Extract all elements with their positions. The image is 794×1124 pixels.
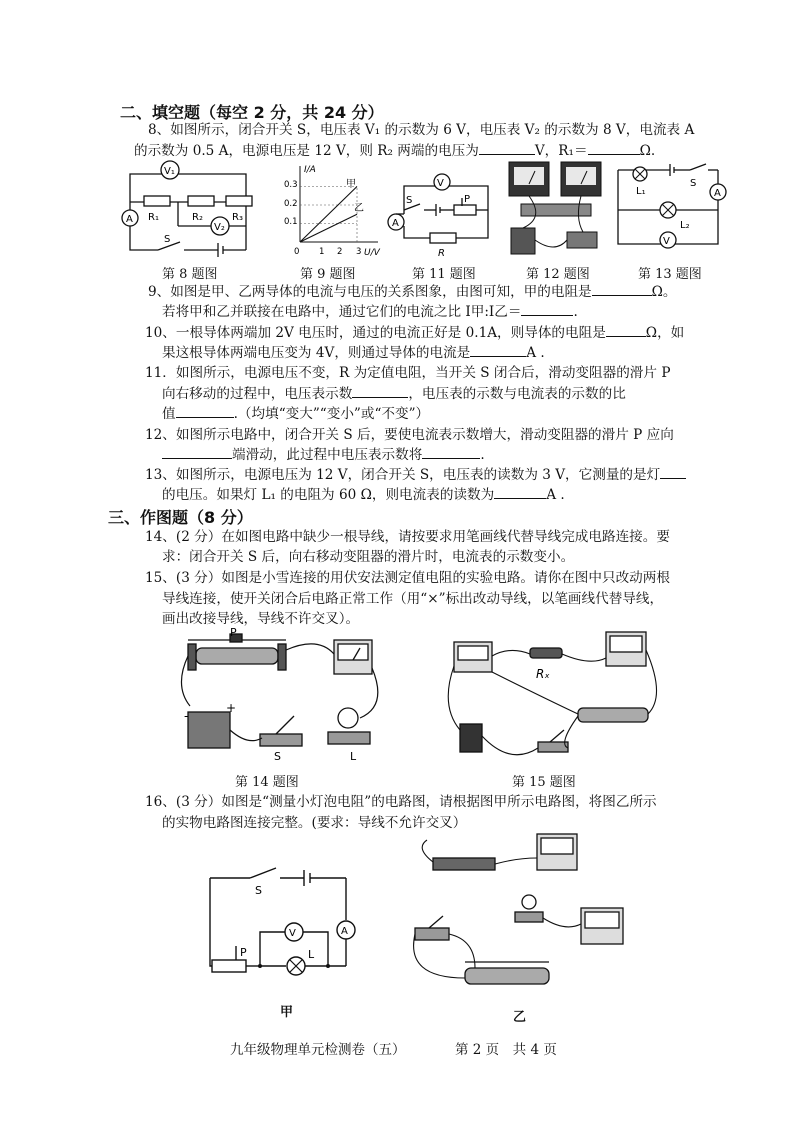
q15-line2: 导线连接，使开关闭合后电路正常工作（用“×”标出改动导线，以笔画线代替导线，	[162, 591, 664, 607]
q8-text-3: Ω.	[639, 143, 656, 159]
q16-line2: 的实物电路图连接完整。(要求：导线不允许交叉）	[162, 815, 467, 831]
fig16-s: S	[255, 884, 262, 897]
fig8-s: S	[164, 234, 171, 245]
label-jia: 甲	[280, 1005, 294, 1020]
q12-blank-1[interactable]	[162, 444, 232, 459]
q12-text-2: .	[480, 447, 485, 463]
q11-blank-1[interactable]	[352, 383, 408, 398]
q10-text-3: 果这根导体两端电压变为 4V，则通过导体的电流是	[162, 345, 471, 361]
caption-fig8: 第 8 题图	[162, 267, 218, 282]
q9-blank-1[interactable]	[592, 281, 652, 296]
q15-line1: 15、(3 分）如图是小雪连接的用伏安法测定值电阻的实验电路。请你在图中只改动两根	[145, 570, 670, 586]
q13-text-3: A .	[546, 487, 565, 503]
figure-16-apparatus-yi	[405, 828, 655, 1018]
q11-blank-2[interactable]	[176, 403, 234, 418]
q13-text-2: 的电压。如果灯 L₁ 的电阻为 60 Ω，则电流表的读数为	[162, 487, 495, 503]
q16-line1: 16、(3 分）如图是“测量小灯泡电阻”的电路图，请根据图甲所示电路图，将图乙所示	[145, 794, 657, 810]
figure-15-apparatus	[440, 626, 670, 766]
fig13-s: S	[690, 178, 697, 189]
fig8-r2: R₂	[192, 212, 203, 223]
series-line-yi	[300, 214, 357, 242]
q9-text: 9、如图是甲、乙两导体的电流与电压的关系图象，由图可知，甲的电阻是	[148, 284, 592, 300]
q9-line2	[162, 301, 578, 324]
y-tick-0.1: 0.1	[284, 217, 298, 227]
x-axis-label: U/V	[364, 248, 380, 258]
fig8-a: A	[126, 214, 133, 225]
footer-page: 第 2 页 共 4 页	[455, 1042, 557, 1058]
fig13-a: A	[714, 188, 721, 199]
q9-text-4: .	[573, 304, 578, 320]
q14-line2: 求：闭合开关 S 后，向右移动变阻器的滑片时，电流表的示数变小。	[162, 549, 575, 565]
q12-text: 端滑动，此过程中电压表示数将	[232, 447, 423, 463]
q10-text-4: A .	[526, 345, 545, 361]
fig16-p: P	[240, 946, 247, 959]
section-3-title: 三、作图题（8 分）	[108, 508, 253, 527]
fig16-v: V	[289, 928, 296, 939]
figure-8-circuit	[118, 158, 262, 258]
q10-blank-2[interactable]	[470, 342, 526, 357]
fig14-s: S	[274, 750, 281, 763]
q13-blank-2[interactable]	[494, 484, 546, 499]
q11-line1: 11．如图所示，电源电压不变，R 为定值电阻，当开关 S 闭合后，滑动变阻器的滑片 P	[145, 365, 671, 381]
footer-title: 九年级物理单元检测卷（五）	[230, 1042, 406, 1058]
q15-line3: 画出改接导线，导线不许交叉）。	[162, 611, 360, 627]
fig13-l2: L₂	[680, 220, 690, 231]
q8-text: 的示数为 0.5 A，电源电压是 12 V，则 R₂ 两端的电压为	[134, 143, 479, 159]
q9-blank-2[interactable]	[521, 301, 573, 316]
y-tick-0.3: 0.3	[284, 180, 298, 190]
junction-dot	[258, 964, 262, 968]
fig8-v2: V₂	[214, 222, 225, 233]
q12-line1: 12、如图所示电路中，闭合开关 S 后，要使电流表示数增大，滑动变阻器的滑片 P 应向	[145, 427, 674, 443]
q10-text: 10、一根导体两端加 2V 电压时，通过的电流正好是 0.1A，则导体的电阻是	[145, 325, 606, 341]
caption-fig9: 第 9 题图	[300, 267, 356, 282]
caption-fig13: 第 13 题图	[638, 267, 702, 282]
q8-blank-2[interactable]	[588, 140, 640, 155]
x-tick-2: 2	[337, 247, 343, 257]
q12-blank-2[interactable]	[422, 444, 480, 459]
x-tick-0: 0	[294, 247, 300, 257]
q10-text-2: Ω，如	[645, 325, 685, 341]
junction-dot	[326, 964, 330, 968]
fig11-s: S	[406, 195, 413, 206]
fig16-l: L	[308, 948, 315, 961]
q9-text-3: 若将甲和乙并联接在电路中，通过它们的电流之比 I甲:I乙＝	[162, 304, 522, 320]
figure-11-circuit	[384, 170, 494, 260]
figure-9-chart	[282, 162, 382, 258]
q10-blank-1[interactable]	[606, 322, 646, 337]
fig8-r1: R₁	[148, 212, 159, 223]
fig11-a: A	[392, 218, 399, 229]
figure-16-schematic-jia	[200, 862, 370, 992]
q9-text-2: Ω。	[651, 284, 677, 300]
q13-line2	[162, 484, 565, 507]
fig13-l1: L₁	[636, 186, 646, 197]
fig16-a: A	[341, 926, 348, 937]
figure-12-apparatus	[505, 158, 605, 260]
fig8-v1: V₁	[164, 166, 175, 177]
fig14-minus: -	[184, 709, 189, 723]
fig11-r: R	[438, 248, 445, 259]
section-2-title: 二、填空题（每空 2 分，共 24 分）	[120, 103, 384, 122]
caption-fig12: 第 12 题图	[526, 267, 590, 282]
y-axis-label: I/A	[304, 165, 316, 175]
fig14-plus: +	[226, 701, 237, 715]
fig11-p: P	[464, 194, 471, 205]
fig14-p: P	[230, 626, 237, 639]
q8-text-2: V，R₁＝	[534, 143, 588, 159]
q8-blank-1[interactable]	[479, 140, 535, 155]
fig14-l: L	[350, 750, 357, 763]
series-label-jia: 甲	[346, 179, 356, 190]
fig13-v: V	[663, 236, 670, 247]
fig8-r3: R₃	[232, 212, 243, 223]
series-line-jia	[300, 187, 357, 243]
q13-text: 13、如图所示，电源电压为 12 V，闭合开关 S，电压表的读数为 3 V，它测量的是灯	[145, 467, 661, 483]
q11-line3	[162, 403, 429, 426]
label-yi: 乙	[513, 1010, 527, 1025]
caption-fig11: 第 11 题图	[412, 267, 476, 282]
figure-13-circuit	[610, 160, 730, 256]
q13-blank-1[interactable]	[660, 464, 686, 479]
caption-fig15: 第 15 题图	[512, 775, 576, 790]
figure-14-apparatus	[178, 626, 388, 770]
series-label-yi: 乙	[354, 203, 364, 214]
q11-text-3: 值	[162, 406, 176, 422]
x-tick-3: 3	[356, 247, 362, 257]
fig15-rx: Rₓ	[536, 667, 550, 681]
x-tick-1: 1	[319, 247, 325, 257]
q14-line1: 14、(2 分）在如图电路中缺少一根导线，请按要求用笔画线代替导线完成电路连接。要	[145, 529, 670, 545]
q11-text: 向右移动的过程中，电压表示数	[162, 386, 353, 402]
q11-text-4: .（均填“变大”“变小”或“不变”）	[233, 406, 430, 422]
q8-line1: 8、如图所示，闭合开关 S，电压表 V₁ 的示数为 6 V，电压表 V₂ 的示数为 8 V，电流表 A	[148, 122, 695, 138]
caption-fig14: 第 14 题图	[235, 775, 299, 790]
q11-text-2: ，电压表的示数与电流表的示数的比	[408, 386, 626, 402]
y-tick-0.2: 0.2	[284, 199, 298, 209]
fig11-v: V	[437, 178, 444, 189]
